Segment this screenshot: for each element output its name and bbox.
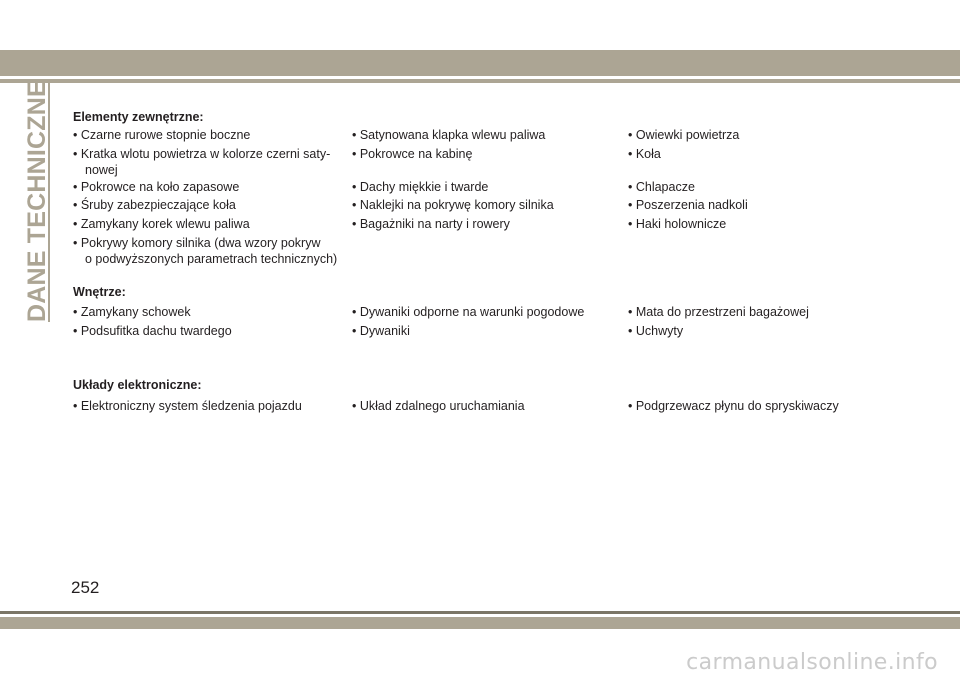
list-item: • Dachy miękkie i twarde [352, 180, 489, 194]
header-band [0, 50, 960, 76]
page-number: 252 [71, 578, 100, 597]
footer-rule [0, 611, 960, 614]
list-item: • Chlapacze [628, 180, 695, 194]
list-item: • Haki holownicze [628, 217, 727, 231]
list-item: • Bagażniki na narty i rowery [352, 217, 510, 231]
list-item: • Dywaniki odporne na warunki pogodowe [352, 305, 585, 319]
list-item: • Śruby zabezpieczające koła [73, 198, 236, 212]
list-item: • Pokrowce na kabinę [352, 147, 473, 161]
list-item: • Poszerzenia nadkoli [628, 198, 748, 212]
footer-band [0, 617, 960, 629]
list-item: • Satynowana klapka wlewu paliwa [352, 128, 546, 142]
list-item: • Pokrowce na koło zapasowe [73, 180, 240, 194]
list-item: • Podgrzewacz płynu do spryskiwaczy [628, 399, 839, 413]
list-item-continuation: nowej [85, 163, 118, 177]
list-item: • Naklejki na pokrywę komory silnika [352, 198, 554, 212]
section-heading-exterior: Elementy zewnętrzne: [73, 110, 204, 124]
list-item: • Uchwyty [628, 324, 684, 338]
side-section-title: DANE TECHNICZNE [23, 80, 51, 322]
list-item: • Czarne rurowe stopnie boczne [73, 128, 251, 142]
list-item-continuation: o podwyższonych parametrach technicznych) [85, 252, 338, 266]
section-heading-interior: Wnętrze: [73, 285, 126, 299]
list-item: • Układ zdalnego uruchamiania [352, 399, 525, 413]
header-rule [0, 79, 960, 83]
list-item: • Owiewki powietrza [628, 128, 740, 142]
watermark-text: carmanualsonline.info [686, 650, 938, 675]
list-item [73, 235, 343, 267]
list-item: • Koła [628, 147, 661, 161]
list-item-text: • Pokrywy komory silnika (dwa wzory pokryw [73, 236, 321, 250]
list-item: • Elektroniczny system śledzenia pojazdu [73, 399, 302, 413]
list-item-text: • Kratka wlotu powietrza w kolorze czerni saty- [73, 147, 331, 161]
list-item: • Zamykany korek wlewu paliwa [73, 217, 250, 231]
section-heading-electronics: Układy elektroniczne: [73, 378, 202, 392]
list-item: • Zamykany schowek [73, 305, 191, 319]
list-item: • Dywaniki [352, 324, 410, 338]
list-item: • Podsufitka dachu twardego [73, 324, 232, 338]
list-item [73, 146, 343, 178]
list-item: • Mata do przestrzeni bagażowej [628, 305, 809, 319]
